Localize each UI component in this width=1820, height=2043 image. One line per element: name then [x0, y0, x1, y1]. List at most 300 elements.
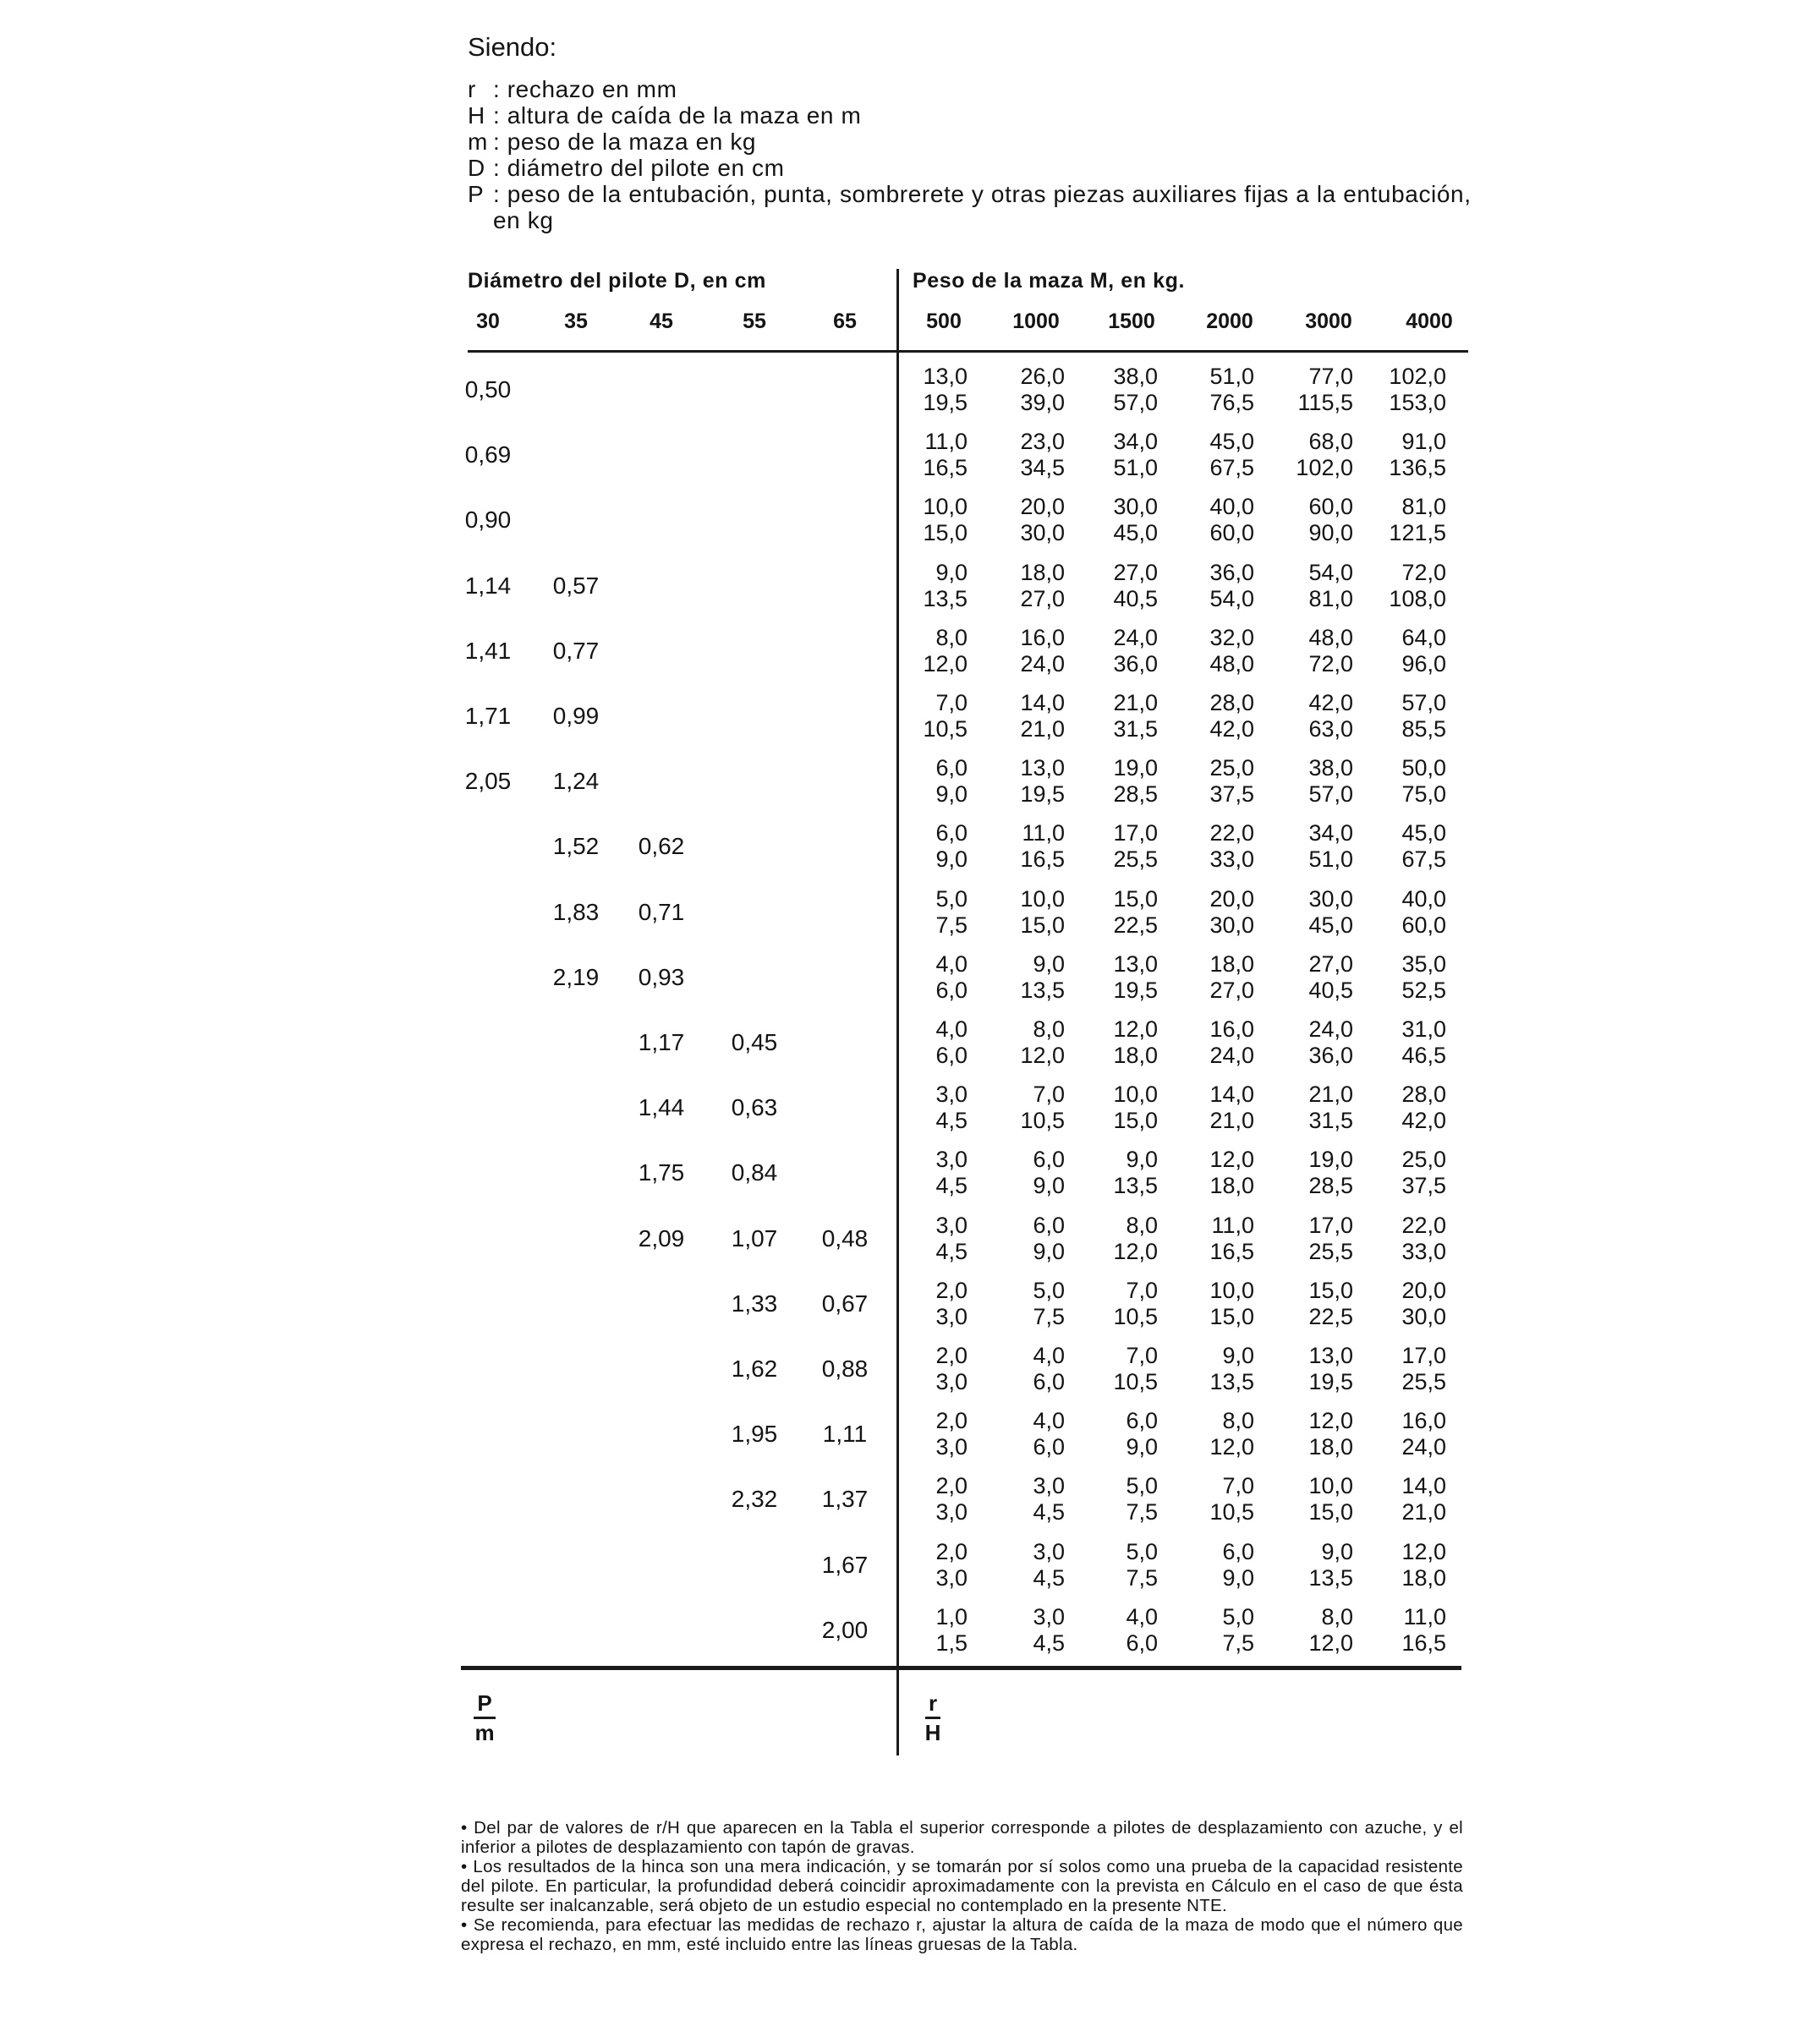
rh-value-pair: [1161, 625, 1254, 677]
rh-upper-value: 22,0: [1209, 820, 1254, 846]
rh-lower-value: 31,5: [1308, 1108, 1353, 1134]
pm-ratio-cell: 1,24: [552, 768, 600, 795]
rh-lower-value: 18,0: [1113, 1043, 1158, 1068]
rh-lower-value: 12,0: [1209, 1434, 1254, 1460]
rh-upper-value: 31,0: [1401, 1016, 1446, 1042]
rh-lower-value: 9,0: [935, 846, 968, 873]
rh-lower-value: 85,5: [1401, 716, 1446, 742]
rh-value-pair: [1260, 1473, 1353, 1525]
rh-lower-value: 57,0: [1113, 390, 1158, 415]
pm-ratio-cell: 1,14: [464, 572, 512, 599]
rh-lower-value: 30,0: [1209, 912, 1254, 938]
rh-lower-value: 12,0: [1020, 1043, 1065, 1068]
pm-ratio-cell: 1,07: [731, 1224, 778, 1252]
table-divider: [896, 269, 899, 1755]
rh-value-pair: [972, 1016, 1065, 1069]
rh-lower-value: 30,0: [1020, 520, 1065, 546]
rh-lower-value: 13,5: [1308, 1564, 1353, 1591]
rh-lower-value: 37,5: [1209, 781, 1254, 808]
definition-symbol: D: [468, 155, 485, 181]
rh-value-pair: [972, 1213, 1065, 1265]
rh-value-pair: [1260, 1408, 1353, 1460]
rh-upper-value: 10,0: [1308, 1473, 1353, 1499]
rh-value-pair: [972, 1539, 1065, 1591]
rh-upper-value: 3,0: [935, 1212, 968, 1238]
rh-upper-value: 3,0: [935, 1147, 968, 1173]
rh-upper-value: 35,0: [1401, 950, 1446, 977]
rh-upper-value: 3,0: [935, 1082, 968, 1108]
rh-value-pair: [1260, 755, 1353, 808]
rh-lower-value: 3,0: [935, 1564, 968, 1591]
rh-value-pair: [1353, 1473, 1446, 1525]
rh-value-pair: [1065, 755, 1158, 808]
pm-ratio-cell: 0,88: [821, 1356, 869, 1382]
rh-lower-value: 96,0: [1401, 650, 1446, 676]
rh-lower-value: 10,5: [1020, 1108, 1065, 1134]
rh-value-pair: [874, 820, 968, 873]
rh-value-pair: [874, 1147, 968, 1199]
rh-value-pair: [1353, 755, 1446, 808]
rh-lower-value: 57,0: [1308, 781, 1353, 808]
rh-lower-value: 51,0: [1308, 846, 1353, 873]
rh-lower-value: 21,0: [1020, 716, 1065, 742]
rh-value-pair: [1065, 1082, 1158, 1134]
diameter-header: 30: [476, 309, 500, 333]
pm-ratio-cell: 1,67: [821, 1551, 869, 1578]
mass-header: 1000: [1012, 309, 1060, 333]
rh-value-pair: [1353, 1082, 1446, 1134]
rh-lower-value: 37,5: [1401, 1173, 1446, 1199]
rh-upper-value: 9,0: [1033, 950, 1065, 977]
footnote-paragraph: • Del par de valores de r/H que aparecen en la Tabla el superior corresponde a pilotes de desplazamiento con azuche, y el inferior a pilotes de desplazamiento con tapón de gravas.: [461, 1818, 1463, 1857]
rh-lower-value: 16,5: [1020, 846, 1065, 873]
rh-lower-value: 54,0: [1209, 585, 1254, 611]
definition-item: [468, 102, 1474, 129]
rh-upper-value: 10,0: [923, 494, 968, 520]
pm-ratio-cell: 1,44: [638, 1094, 685, 1121]
intro-title: Siendo:: [468, 32, 557, 62]
rh-upper-value: 18,0: [1020, 559, 1065, 585]
rh-lower-value: 19,5: [1113, 977, 1158, 1003]
rh-value-pair: [972, 1473, 1065, 1525]
rh-lower-value: 4,5: [1033, 1629, 1065, 1656]
rh-upper-value: 11,0: [1403, 1603, 1446, 1629]
rh-upper-value: 9,0: [1126, 1147, 1158, 1173]
rh-upper-value: 6,0: [1033, 1212, 1065, 1238]
pm-ratio-cell: 0,71: [638, 898, 685, 925]
rh-value-pair: [1065, 690, 1158, 742]
diameter-group-title: Diámetro del pilote D, en cm: [468, 269, 766, 293]
rh-upper-value: 5,0: [1033, 1277, 1065, 1303]
rh-upper-value: 24,0: [1308, 1016, 1353, 1042]
rh-lower-value: 15,0: [1209, 1303, 1254, 1329]
rh-lower-value: 42,0: [1401, 1108, 1446, 1134]
rh-upper-value: 6,0: [1126, 1408, 1158, 1434]
rh-upper-value: 40,0: [1209, 494, 1254, 520]
rh-value-pair: [1260, 1082, 1353, 1134]
rh-upper-value: 13,0: [1113, 950, 1158, 977]
pm-ratio-cell: 0,77: [552, 637, 600, 664]
rh-upper-value: 102,0: [1389, 364, 1446, 389]
rh-upper-value: 68,0: [1308, 429, 1353, 455]
mass-header: 1500: [1108, 309, 1155, 333]
rh-upper-value: 21,0: [1113, 690, 1158, 715]
rh-upper-value: 30,0: [1308, 885, 1353, 912]
rh-upper-value: 91,0: [1401, 429, 1446, 455]
rh-value-pair: [1065, 820, 1158, 873]
rh-lower-value: 40,5: [1113, 585, 1158, 611]
rh-lower-value: 9,0: [1033, 1238, 1065, 1264]
rh-value-pair: [1161, 1539, 1254, 1591]
rh-lower-value: 4,5: [1033, 1499, 1065, 1525]
rh-upper-value: 48,0: [1308, 624, 1353, 650]
rh-upper-value: 12,0: [1209, 1147, 1254, 1173]
pm-ratio-cell: 0,84: [731, 1159, 778, 1186]
rh-lower-value: 27,0: [1020, 585, 1065, 611]
rh-value-pair: [1353, 1213, 1446, 1265]
rh-lower-value: 12,0: [923, 650, 968, 676]
rh-upper-value: 54,0: [1308, 559, 1353, 585]
definition-item: [468, 155, 1474, 181]
rh-lower-value: 3,0: [935, 1303, 968, 1329]
rh-value-pair: [874, 1539, 968, 1591]
rh-upper-value: 50,0: [1401, 755, 1446, 781]
pm-ratio-cell: 0,50: [464, 376, 512, 403]
rh-value-pair: [1161, 690, 1254, 742]
pm-ratio-cell: 0,62: [638, 833, 685, 860]
pm-ratio-cell: 0,57: [552, 572, 600, 599]
rh-lower-value: 25,5: [1113, 846, 1158, 873]
rh-value-pair: [874, 625, 968, 677]
rh-upper-value: 7,0: [1126, 1343, 1158, 1368]
rh-value-pair: [1353, 886, 1446, 939]
rh-upper-value: 1,0: [935, 1603, 968, 1629]
rh-lower-value: 36,0: [1113, 650, 1158, 676]
rh-value-pair: [1161, 755, 1254, 808]
rh-value-pair: [1065, 1016, 1158, 1069]
pile-rejection-table: [464, 269, 1468, 1755]
rh-upper-value: 36,0: [1209, 559, 1254, 585]
rh-lower-value: 13,5: [923, 585, 968, 611]
pm-ratio-cell: 1,75: [638, 1159, 685, 1186]
rh-lower-value: 153,0: [1389, 390, 1446, 415]
rh-value-pair: [972, 364, 1065, 416]
rh-value-pair: [1260, 886, 1353, 939]
rh-lower-value: 4,5: [935, 1173, 968, 1199]
pm-ratio-cell: 0,45: [731, 1029, 778, 1055]
rh-upper-value: 19,0: [1113, 755, 1158, 781]
rh-upper-value: 8,0: [1321, 1603, 1353, 1629]
rh-lower-value: 63,0: [1308, 716, 1353, 742]
rh-lower-value: 21,0: [1209, 1108, 1254, 1134]
footnote-paragraph: • Se recomienda, para efectuar las medidas de rechazo r, ajustar la altura de caída de la maza de modo que el número que expresa el rechazo, en mm, esté incluido entre las líneas gruesas de la Tabla.: [461, 1915, 1463, 1954]
rh-upper-value: 22,0: [1401, 1212, 1446, 1238]
rh-value-pair: [1161, 886, 1254, 939]
rh-value-pair: [1260, 951, 1353, 1004]
rh-value-pair: [1065, 1539, 1158, 1591]
rh-upper-value: 6,0: [935, 755, 968, 781]
rh-value-pair: [972, 755, 1065, 808]
pm-ratio-cell: 1,41: [464, 637, 512, 664]
rh-upper-value: 5,0: [935, 885, 968, 912]
rh-value-pair: [1260, 625, 1353, 677]
rh-value-pair: [874, 364, 968, 416]
rh-upper-value: 11,0: [924, 429, 968, 455]
p-over-m-label: $\frac{P}{m}$: [474, 1690, 495, 1745]
rh-value-pair: [1353, 820, 1446, 873]
rh-upper-value: 6,0: [935, 820, 968, 846]
rh-lower-value: 10,5: [1113, 1369, 1158, 1394]
rh-lower-value: 40,5: [1308, 977, 1353, 1003]
rh-upper-value: 3,0: [1033, 1603, 1065, 1629]
rh-lower-value: 10,5: [1209, 1499, 1254, 1525]
rh-upper-value: 45,0: [1209, 429, 1254, 455]
pm-ratio-cell: 1,33: [731, 1290, 778, 1317]
mass-header: 500: [926, 309, 962, 333]
definitions-list: [468, 76, 1474, 233]
pm-ratio-cell: 1,11: [822, 1421, 868, 1448]
rh-lower-value: 9,0: [935, 781, 968, 808]
rh-upper-value: 60,0: [1308, 494, 1353, 520]
rh-lower-value: 9,0: [1126, 1434, 1158, 1460]
rh-value-pair: [1065, 429, 1158, 481]
rh-upper-value: 2,0: [935, 1473, 968, 1499]
rh-upper-value: 20,0: [1020, 494, 1065, 520]
rh-lower-value: 67,5: [1209, 455, 1254, 481]
rh-value-pair: [1161, 364, 1254, 416]
rh-value-pair: [1161, 429, 1254, 481]
rh-upper-value: 10,0: [1113, 1082, 1158, 1108]
diameter-header: 55: [743, 309, 766, 333]
header-rule: [468, 350, 1468, 353]
rh-value-pair: [1065, 886, 1158, 939]
mass-header: 2000: [1206, 309, 1253, 333]
rh-lower-value: 19,5: [1308, 1369, 1353, 1394]
rh-lower-value: 28,5: [1308, 1173, 1353, 1199]
rh-lower-value: 18,0: [1209, 1173, 1254, 1199]
rh-value-pair: [972, 1147, 1065, 1199]
definition-text: : diámetro del pilote en cm: [493, 155, 785, 181]
diameter-header: 65: [833, 309, 857, 333]
pm-ratio-cell: 1,83: [552, 898, 600, 925]
rh-upper-value: 17,0: [1113, 820, 1158, 846]
definition-text: : peso de la entubación, punta, sombrerete y otras piezas auxiliares fijas a la entubación, en kg: [493, 181, 1472, 233]
rh-value-pair: [874, 886, 968, 939]
rh-value-pair: [874, 755, 968, 808]
rh-value-pair: [1065, 1408, 1158, 1460]
rh-lower-value: 24,0: [1401, 1434, 1446, 1460]
pm-ratio-cell: 2,00: [821, 1616, 869, 1643]
pm-ratio-cell: 2,05: [464, 768, 512, 795]
rh-lower-value: 39,0: [1020, 390, 1065, 415]
rh-upper-value: 27,0: [1308, 950, 1353, 977]
definition-symbol: P: [468, 181, 484, 207]
rh-upper-value: 3,0: [1033, 1473, 1065, 1499]
rh-value-pair: [874, 494, 968, 546]
rh-upper-value: 16,0: [1020, 624, 1065, 650]
rh-lower-value: 46,5: [1401, 1043, 1446, 1068]
rh-lower-value: 12,0: [1308, 1629, 1353, 1656]
rh-lower-value: 121,5: [1389, 520, 1446, 546]
rh-lower-value: 10,5: [1113, 1303, 1158, 1329]
rh-lower-value: 25,5: [1401, 1369, 1446, 1394]
definition-text: : altura de caída de la maza en m: [493, 102, 862, 129]
rh-upper-value: 45,0: [1401, 820, 1446, 846]
rh-lower-value: 52,5: [1401, 977, 1446, 1003]
rh-lower-value: 19,5: [923, 390, 968, 415]
rh-lower-value: 75,0: [1401, 781, 1446, 808]
rh-value-pair: [1065, 1147, 1158, 1199]
rh-value-pair: [1161, 1473, 1254, 1525]
rh-value-pair: [1260, 1213, 1353, 1265]
pm-ratio-cell: 0,93: [638, 963, 685, 990]
rh-upper-value: 10,0: [1020, 885, 1065, 912]
rh-upper-value: 15,0: [1308, 1277, 1353, 1303]
footnote-paragraph: • Los resultados de la hinca son una mera indicación, y se tomarán por sí solos como una prueba de la capacidad resistente del pilote. En particular, la profundidad deberá coincidir aproximadamente con la prevista en Cálculo en el caso de que ésta resulte ser inalcanzable, será objeto de un estudio especial no contemplado en la presente NTE.: [461, 1857, 1463, 1915]
rh-upper-value: 11,0: [1211, 1212, 1254, 1238]
rh-lower-value: 3,0: [935, 1434, 968, 1460]
rh-lower-value: 6,0: [1033, 1434, 1065, 1460]
definition-text: : rechazo en mm: [493, 76, 677, 102]
rh-upper-value: 18,0: [1209, 950, 1254, 977]
rh-value-pair: [874, 951, 968, 1004]
rh-lower-value: 21,0: [1401, 1499, 1446, 1525]
rh-value-pair: [874, 1278, 968, 1330]
pm-ratio-cell: 1,62: [731, 1356, 778, 1382]
rh-lower-value: 10,5: [923, 716, 968, 742]
rh-upper-value: 28,0: [1209, 690, 1254, 715]
rh-value-pair: [874, 560, 968, 612]
rh-upper-value: 25,0: [1401, 1147, 1446, 1173]
rh-lower-value: 16,5: [923, 455, 968, 481]
rh-upper-value: 19,0: [1308, 1147, 1353, 1173]
pm-ratio-cell: 0,99: [552, 703, 600, 729]
rh-upper-value: 2,0: [935, 1538, 968, 1564]
rh-lower-value: 3,0: [935, 1499, 968, 1525]
rh-value-pair: [1353, 1278, 1446, 1330]
rh-upper-value: 2,0: [935, 1343, 968, 1368]
rh-upper-value: 72,0: [1401, 559, 1446, 585]
rh-value-pair: [1260, 820, 1353, 873]
rh-upper-value: 13,0: [1308, 1343, 1353, 1368]
rh-lower-value: 36,0: [1308, 1043, 1353, 1068]
rh-lower-value: 18,0: [1308, 1434, 1353, 1460]
bottom-thick-rule: [461, 1666, 1461, 1670]
rh-value-pair: [1260, 690, 1353, 742]
definition-item: [468, 181, 1474, 233]
rh-lower-value: 16,5: [1401, 1629, 1446, 1656]
pm-ratio-cell: 0,67: [821, 1290, 869, 1317]
rh-upper-value: 8,0: [1222, 1408, 1254, 1434]
rh-upper-value: 7,0: [1222, 1473, 1254, 1499]
rh-upper-value: 42,0: [1308, 690, 1353, 715]
rh-lower-value: 4,5: [935, 1108, 968, 1134]
rh-value-pair: [972, 1604, 1065, 1657]
rh-value-pair: [972, 1408, 1065, 1460]
rh-lower-value: 15,0: [923, 520, 968, 546]
mass-header: 3000: [1305, 309, 1352, 333]
rh-lower-value: 48,0: [1209, 650, 1254, 676]
rh-upper-value: 4,0: [1126, 1603, 1158, 1629]
rh-upper-value: 24,0: [1113, 624, 1158, 650]
rh-upper-value: 8,0: [1033, 1016, 1065, 1042]
rh-value-pair: [1161, 1408, 1254, 1460]
rh-value-pair: [1260, 494, 1353, 546]
rh-lower-value: 81,0: [1308, 585, 1353, 611]
rh-lower-value: 7,5: [935, 912, 968, 938]
rh-lower-value: 15,0: [1020, 912, 1065, 938]
rh-upper-value: 32,0: [1209, 624, 1254, 650]
rh-lower-value: 108,0: [1389, 585, 1446, 611]
rh-lower-value: 45,0: [1308, 912, 1353, 938]
footnotes: [461, 1818, 1463, 1954]
rh-upper-value: 30,0: [1113, 494, 1158, 520]
rh-value-pair: [1161, 1343, 1254, 1395]
rh-lower-value: 22,5: [1113, 912, 1158, 938]
rh-value-pair: [874, 1343, 968, 1395]
rh-lower-value: 9,0: [1222, 1564, 1254, 1591]
rh-value-pair: [1353, 1604, 1446, 1657]
rh-value-pair: [874, 690, 968, 742]
rh-value-pair: [874, 1408, 968, 1460]
rh-value-pair: [1065, 1604, 1158, 1657]
rh-value-pair: [1161, 1147, 1254, 1199]
rh-value-pair: [1161, 1278, 1254, 1330]
rh-lower-value: 60,0: [1401, 912, 1446, 938]
rh-value-pair: [1065, 1278, 1158, 1330]
rh-upper-value: 4,0: [1033, 1408, 1065, 1434]
rh-value-pair: [972, 690, 1065, 742]
rh-value-pair: [972, 951, 1065, 1004]
pm-ratio-cell: 0,69: [464, 441, 512, 468]
rh-upper-value: 17,0: [1401, 1343, 1446, 1368]
rh-value-pair: [1353, 494, 1446, 546]
rh-value-pair: [972, 1343, 1065, 1395]
rh-value-pair: [1065, 1213, 1158, 1265]
rh-lower-value: 4,5: [1033, 1564, 1065, 1591]
rh-lower-value: 7,5: [1222, 1629, 1254, 1656]
definition-item: [468, 76, 1474, 102]
rh-lower-value: 51,0: [1113, 455, 1158, 481]
rh-lower-value: 15,0: [1308, 1499, 1353, 1525]
rh-upper-value: 6,0: [1033, 1147, 1065, 1173]
pm-ratio-cell: 0,48: [821, 1224, 869, 1252]
rh-lower-value: 1,5: [935, 1629, 968, 1656]
mass-header: 4000: [1406, 309, 1453, 333]
rh-upper-value: 4,0: [1033, 1343, 1065, 1368]
rh-upper-value: 38,0: [1308, 755, 1353, 781]
pm-ratio-cell: 1,17: [638, 1029, 685, 1055]
rh-lower-value: 34,5: [1020, 455, 1065, 481]
rh-value-pair: [1161, 820, 1254, 873]
rh-value-pair: [1260, 1147, 1353, 1199]
pm-ratio-cell: 1,52: [552, 833, 600, 860]
rh-lower-value: 4,5: [935, 1238, 968, 1264]
rh-value-pair: [1353, 690, 1446, 742]
rh-upper-value: 3,0: [1033, 1538, 1065, 1564]
rh-lower-value: 15,0: [1113, 1108, 1158, 1134]
rh-upper-value: 13,0: [923, 364, 968, 389]
pm-ratio-cell: 0,63: [731, 1094, 778, 1121]
rh-upper-value: 8,0: [1126, 1212, 1158, 1238]
rh-value-pair: [1353, 1147, 1446, 1199]
rh-upper-value: 57,0: [1401, 690, 1446, 715]
rh-value-pair: [1260, 1343, 1353, 1395]
rh-lower-value: 22,5: [1308, 1303, 1353, 1329]
definition-symbol: r: [468, 76, 476, 102]
mass-group-title: Peso de la maza M, en kg.: [913, 269, 1186, 293]
rh-value-pair: [874, 1082, 968, 1134]
